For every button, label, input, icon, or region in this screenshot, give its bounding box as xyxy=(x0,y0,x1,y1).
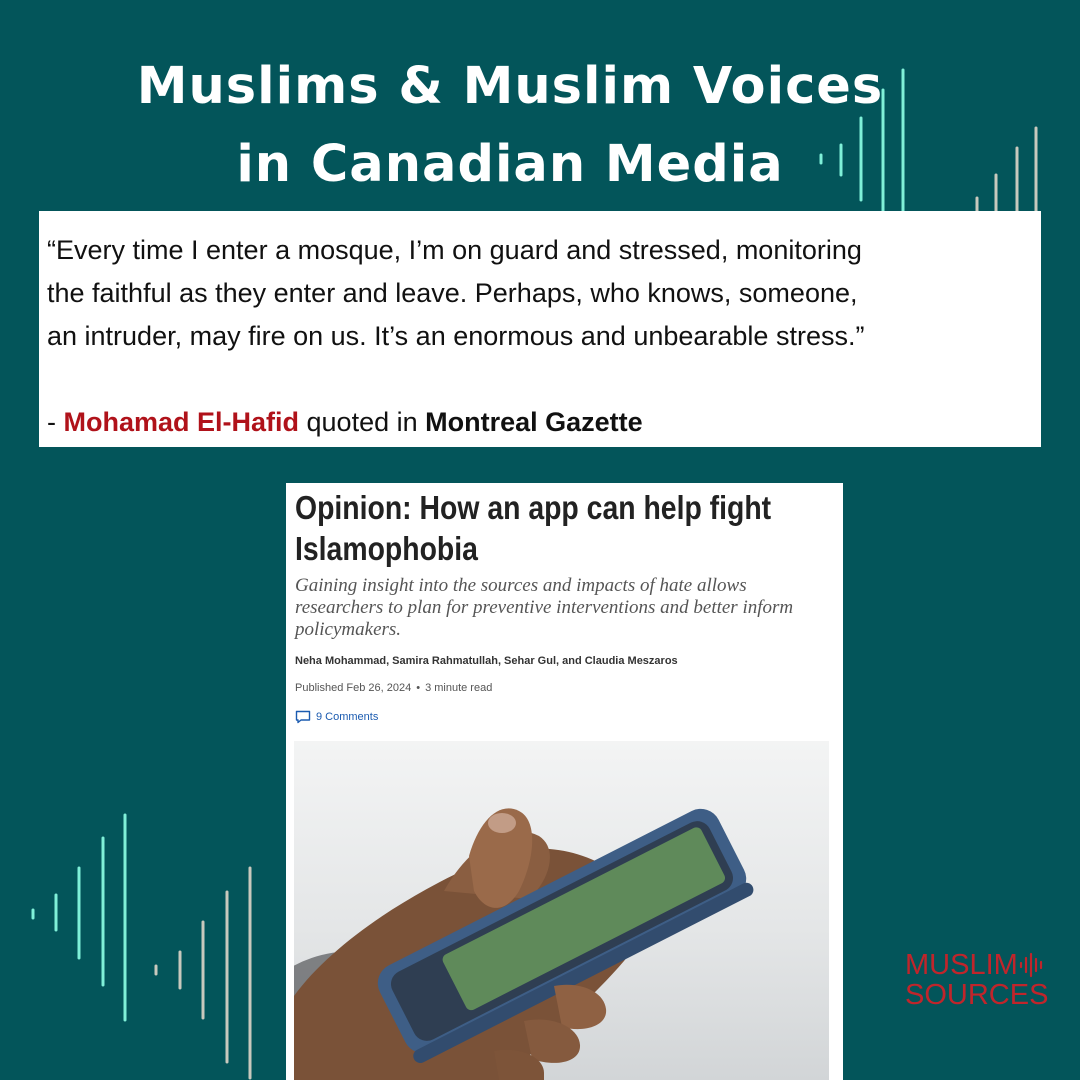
comment-icon xyxy=(295,710,311,724)
title-line-2: in Canadian Media xyxy=(236,135,784,194)
attribution-dash: - xyxy=(47,407,64,437)
page-title xyxy=(0,48,1020,204)
article-meta xyxy=(295,682,492,694)
muslim-sources-logo xyxy=(905,950,1055,1010)
quote-attribution xyxy=(47,401,1033,444)
meta-separator: • xyxy=(416,682,421,694)
quote-card xyxy=(39,211,1041,447)
article-authors[interactable]: Neha Mohammad, Samira Rahmatullah, Sehar Gul, and Claudia Meszaros xyxy=(295,655,678,667)
article-published: Published Feb 26, 2024 xyxy=(295,682,412,694)
attribution-name: Mohamad El-Hafid xyxy=(63,407,300,437)
soundwave-icon xyxy=(1018,951,1044,979)
hand-holding-phone-image xyxy=(294,741,829,1080)
title-line-1: Muslims & Muslim Voices xyxy=(136,57,884,116)
article-headline[interactable]: Opinion: How an app can help fight Islamophobia xyxy=(295,489,772,567)
attribution-middle: quoted in xyxy=(299,407,426,437)
article-summary: Gaining insight into the sources and impacts of hate allows researchers to plan for preventive interventions and better inform policymakers. xyxy=(295,575,794,640)
quote-text: “Every time I enter a mosque, I’m on guard and stressed, monitoring the faithful as they enter and leave. Perhaps, who knows, someone, an intruder, may fire on us. It’s an enormous and unbearable stress.” xyxy=(47,235,865,351)
logo-line-2: SOURCES xyxy=(905,979,1049,1011)
comments-count: 9 Comments xyxy=(316,711,379,723)
comments-link[interactable] xyxy=(295,710,378,724)
article-read-time: 3 minute read xyxy=(425,682,493,694)
attribution-outlet: Montreal Gazette xyxy=(425,407,643,437)
phone-photo-illustration xyxy=(294,741,829,1080)
article-screenshot xyxy=(286,483,843,1080)
logo-line-1: MUSLIM xyxy=(905,949,1018,981)
